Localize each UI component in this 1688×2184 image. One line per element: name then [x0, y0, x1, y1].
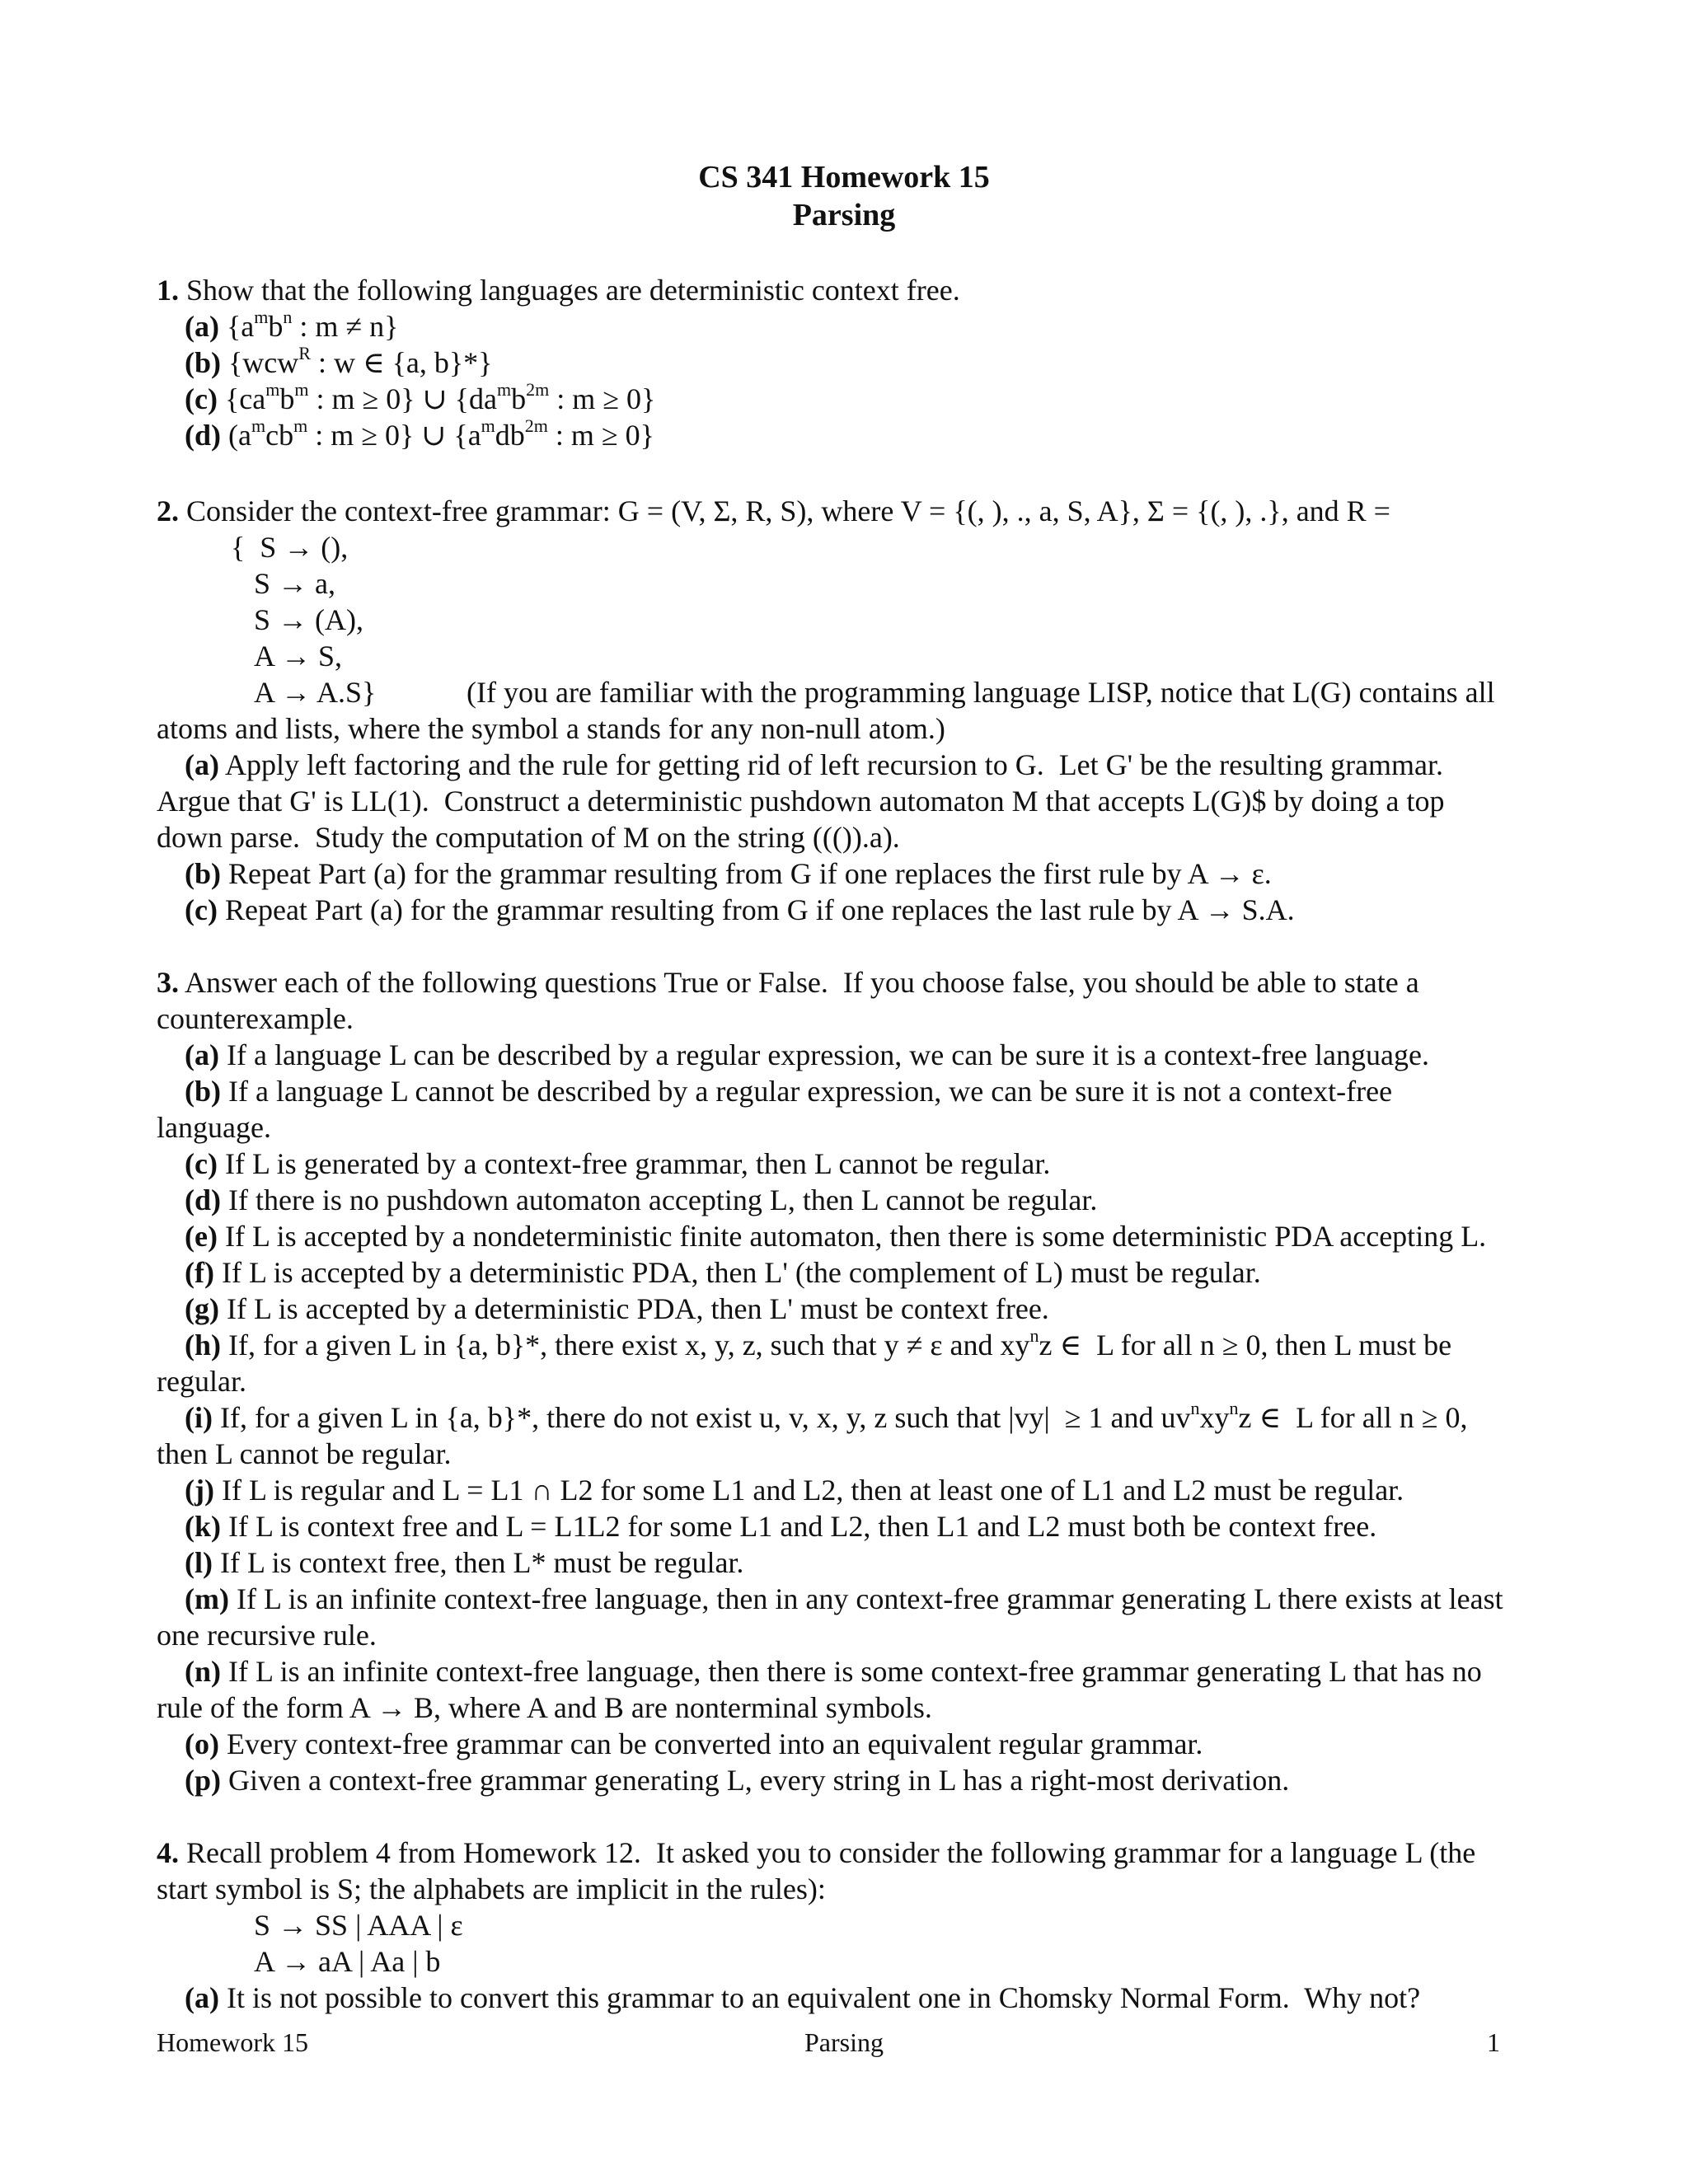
part-text: {$a^mb^n$ : m ≠ n}	[226, 307, 399, 343]
grammar-rule: A → A.S}	[254, 676, 377, 709]
part-label: (c)	[185, 1147, 218, 1180]
grammar-rule: S → SS | AAA | ε	[254, 1909, 463, 1942]
part-text: {$ca^mb^m$ : m ≥ 0} ∪ {$da^mb^{2m}$ : m ≥ 0}	[224, 379, 656, 415]
part-label: (l)	[185, 1546, 213, 1579]
part-text-cont: regular.	[157, 1365, 246, 1398]
part-label: (p)	[185, 1764, 221, 1797]
part-label: (j)	[185, 1474, 214, 1507]
part-text: If there is no pushdown automaton accepting L, then L cannot be regular.	[228, 1183, 1098, 1216]
part-label: (e)	[185, 1220, 218, 1253]
part-label: (a)	[185, 1981, 219, 2014]
problem-2-intro	[157, 493, 1390, 529]
part-text: If a language L cannot be described by a regular expression, we can be sure it is not a context-free	[228, 1075, 1393, 1108]
problem-1-intro	[157, 272, 960, 308]
problem-3-part-h	[185, 1327, 1451, 1363]
problem-text: Recall problem 4 from Homework 12. It asked you to consider the following grammar for a language L (the	[186, 1836, 1476, 1869]
problem-2-part-c	[185, 892, 1295, 928]
problem-2-part-a	[185, 747, 1443, 783]
part-text: Repeat Part (a) for the grammar resulting from G if one replaces the last rule by A → S.A.	[224, 893, 1295, 926]
problem-3-part-o	[185, 1726, 1203, 1762]
part-text-cont: language.	[157, 1111, 271, 1144]
problem-4-part-a	[185, 1980, 1420, 2016]
part-text: Repeat Part (a) for the grammar resulting from G if one replaces the first rule by A → ε.	[228, 857, 1272, 890]
problem-text: Answer each of the following questions True or False. If you choose false, you should be able to state a	[185, 966, 1419, 999]
problem-1-part-c	[185, 381, 655, 417]
part-label: (h)	[185, 1329, 221, 1361]
problem-text-cont: start symbol is S; the alphabets are implicit in the rules):	[157, 1872, 826, 1905]
part-text-cont: then L cannot be regular.	[157, 1437, 452, 1470]
part-label: (a)	[185, 1038, 219, 1071]
part-text: {wcw$^R$ : w ∈ {a, b}*}	[228, 343, 493, 379]
part-label: (c)	[185, 382, 218, 415]
part-label: (i)	[185, 1401, 213, 1434]
problem-number: 4.	[157, 1836, 179, 1869]
problem-text-cont: counterexample.	[157, 1002, 354, 1035]
part-label: (b)	[185, 857, 221, 890]
problem-2-part-b	[185, 855, 1272, 892]
grammar-rule: A → aA | Aa | b	[254, 1945, 441, 1978]
part-label: (c)	[185, 893, 218, 926]
problem-3-part-m	[185, 1581, 1503, 1617]
problem-3-part-l	[185, 1544, 743, 1581]
lisp-note: (If you are familiar with the programming language LISP, notice that L(G) contains all	[467, 676, 1495, 709]
part-label: (n)	[185, 1655, 221, 1688]
problem-3-part-b	[185, 1073, 1392, 1109]
part-text: If L is context free and L = L1L2 for some L1 and L2, then L1 and L2 must both be context free.	[228, 1510, 1377, 1543]
problem-3-part-c	[185, 1146, 1050, 1182]
problem-3-part-f	[185, 1254, 1261, 1291]
problem-number: 1.	[157, 274, 179, 307]
problem-3-intro	[157, 964, 1419, 1001]
part-label: (o)	[185, 1727, 219, 1760]
problem-3-part-k	[185, 1508, 1376, 1544]
problem-number: 3.	[157, 966, 179, 999]
part-label: (f)	[185, 1256, 214, 1289]
part-text: If L is an infinite context-free language, then there is some context-free grammar generating L that has no	[228, 1655, 1482, 1688]
problem-text: Consider the context-free grammar: G = (V, Σ, R, S), where V = {(, ), ., a, S, A}, Σ = {(, ), .}, and R =	[186, 494, 1390, 527]
part-text: If L is accepted by a deterministic PDA, then L' (the complement of L) must be regular.	[221, 1256, 1261, 1289]
part-text-cont: one recursive rule.	[157, 1619, 377, 1652]
part-label: (b)	[185, 346, 221, 379]
part-text-cont: Argue that G' is LL(1). Construct a deterministic pushdown automaton M that accepts L(G)$ by doing a top	[157, 785, 1445, 818]
part-label: (d)	[185, 1183, 221, 1216]
problem-1-part-b	[185, 344, 492, 381]
problem-number: 2.	[157, 494, 179, 527]
part-text-cont: down parse. Study the computation of M on the string ((()).a).	[157, 821, 900, 854]
part-text: If L is generated by a context-free grammar, then L cannot be regular.	[224, 1147, 1051, 1180]
part-text: Given a context-free grammar generating L, every string in L has a right-most derivation.	[228, 1764, 1290, 1797]
part-label: (a)	[185, 310, 219, 343]
grammar-rule: S → (A),	[254, 603, 363, 636]
part-text: If L is context free, then L* must be regular.	[219, 1546, 744, 1579]
part-text-cont: rule of the form A → B, where A and B are nonterminal symbols.	[157, 1691, 932, 1724]
problem-3-part-a	[185, 1037, 1429, 1073]
problem-3-part-e	[185, 1218, 1486, 1254]
part-text: ($a^mcb^m$ : m ≥ 0} ∪ {$a^mdb^{2m}$ : m ≥ 0}	[228, 415, 654, 452]
part-text: If, for a given L in {a, b}*, there exist x, y, z, such that y ≠ ε and $xy^nz$ ∈ L for all n ≥ 0, then L must be	[228, 1325, 1452, 1361]
part-label: (k)	[185, 1510, 221, 1543]
lisp-note-cont: atoms and lists, where the symbol a stands for any non-null atom.)	[157, 712, 945, 745]
grammar-rule: S → a,	[254, 567, 335, 600]
part-text: If L is an infinite context-free language, then in any context-free grammar generating L there exists at least	[236, 1582, 1503, 1615]
part-text: If, for a given L in {a, b}*, there do not exist u, v, x, y, z such that |vy| ≥ 1 and $uv^nxy^nz$ ∈ L for all n ≥ 0,	[219, 1398, 1468, 1434]
problem-3-part-i	[185, 1399, 1467, 1436]
page-number: 1	[1487, 2027, 1500, 2057]
part-text: Apply left factoring and the rule for getting rid of left recursion to G. Let G' be the resulting grammar.	[225, 748, 1444, 781]
part-label: (d)	[185, 419, 221, 452]
part-label: (g)	[185, 1292, 219, 1325]
problem-3-part-p	[185, 1762, 1289, 1798]
grammar-rule: { S → (),	[231, 531, 349, 564]
part-text: If L is accepted by a nondeterministic finite automaton, then there is some deterministic PDA accepting L.	[224, 1220, 1487, 1253]
part-label: (a)	[185, 748, 219, 781]
footer-left: Homework 15	[157, 2027, 308, 2057]
grammar-rule: A → S,	[254, 640, 343, 673]
problem-3-part-n	[185, 1653, 1482, 1690]
page-subtitle: Parsing	[792, 198, 896, 232]
problem-3-part-j	[185, 1472, 1404, 1508]
part-text: If L is accepted by a deterministic PDA, then L' must be context free.	[226, 1292, 1049, 1325]
part-text: If L is regular and L = L1 ∩ L2 for some L1 and L2, then at least one of L1 and L2 must be regular.	[221, 1474, 1404, 1507]
part-label: (m)	[185, 1582, 229, 1615]
problem-3-part-g	[185, 1291, 1049, 1327]
problem-3-part-d	[185, 1182, 1097, 1218]
problem-4-intro	[157, 1835, 1475, 1871]
problem-text: Show that the following languages are deterministic context free.	[186, 274, 960, 307]
part-text: Every context-free grammar can be converted into an equivalent regular grammar.	[226, 1727, 1203, 1760]
problem-1-part-a	[185, 308, 398, 344]
part-label: (b)	[185, 1075, 221, 1108]
problem-1-part-d	[185, 417, 654, 453]
part-text: It is not possible to convert this grammar to an equivalent one in Chomsky Normal Form. Why not?	[226, 1981, 1421, 2014]
footer-center: Parsing	[804, 2027, 884, 2057]
part-text: If a language L can be described by a regular expression, we can be sure it is a context-free language.	[226, 1038, 1429, 1071]
page-title: CS 341 Homework 15	[698, 160, 990, 194]
